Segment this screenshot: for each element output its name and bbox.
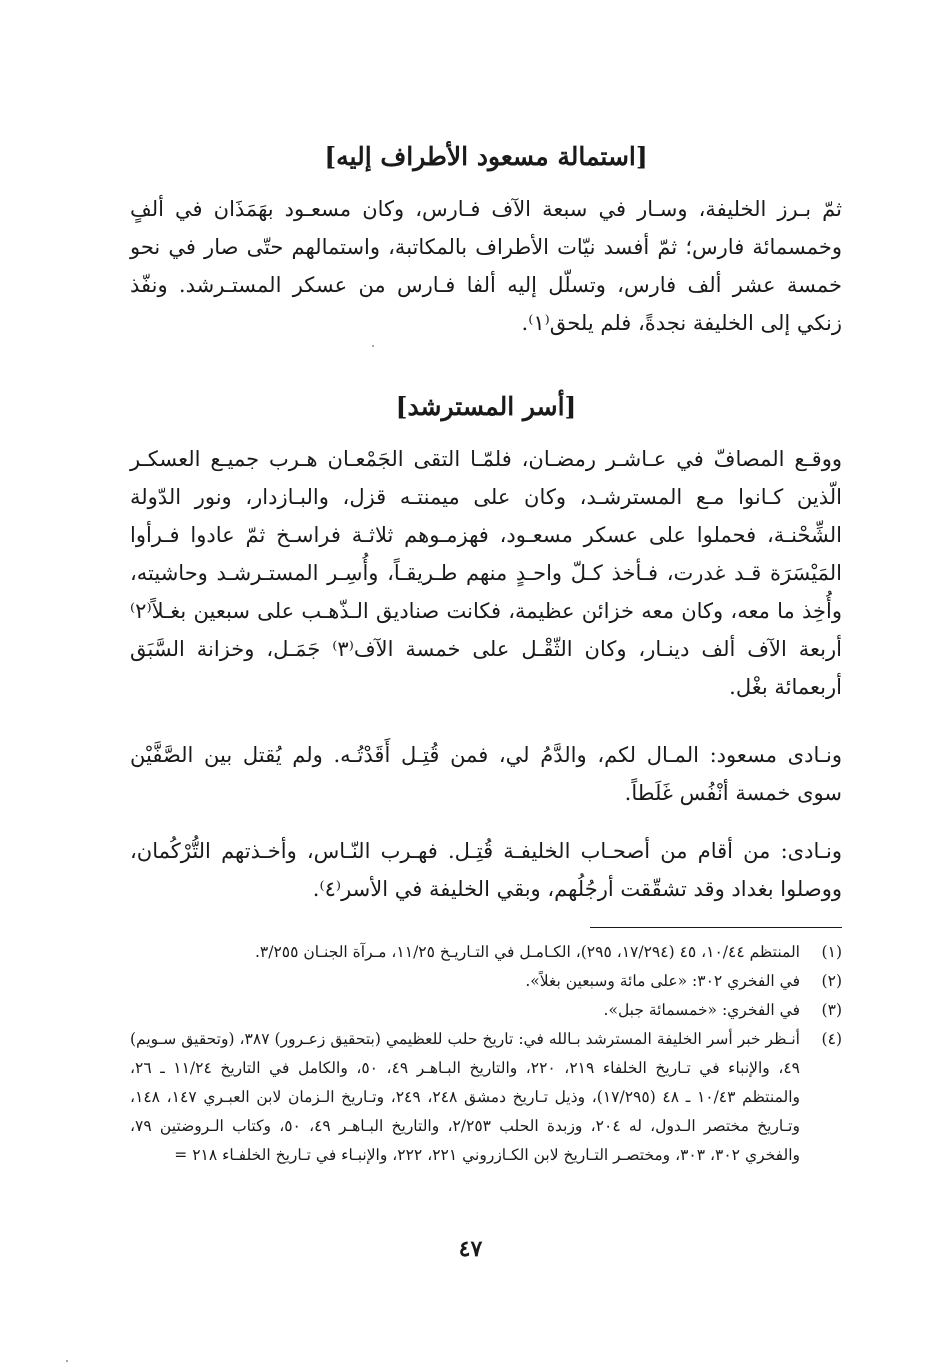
section-body-asr-p3	[130, 832, 842, 908]
page-number: ٤٧	[458, 1236, 483, 1262]
scan-speck	[372, 345, 374, 347]
section-body-istimala	[130, 190, 842, 342]
footnote-text: في الفخري: «خمسمائة جبل».	[603, 1001, 800, 1019]
section-heading-istimala: [استمالة مسعود الأطراف إليه]	[324, 142, 648, 171]
footnote-number: (٤)	[821, 1030, 842, 1048]
footnote-text: المنتظم ١٠/٤٤، ٤٥ (١٧/٢٩٤، ٢٩٥)، الكـامـل في التـاريـخ ١١/٢٥، مـرآة الجنـان ٣/٢٥٥.	[254, 943, 800, 961]
paragraph: ونـادى مسعود: المـال لكم، والدَّمُ لي، فمن قُتِـل أَقَدْتُـه. ولم يُقتل بين الصَّفَّيْن سوى خمسة أنْفُس غَلَطاً.	[130, 743, 842, 805]
footnote-text: في الفخري ٣٠٢: «على مائة وسبعين بغلاً».	[525, 972, 800, 990]
footnote	[130, 938, 842, 967]
footnote	[130, 1025, 842, 1170]
section-heading-asr: [أسر المسترشد]	[395, 392, 577, 421]
footnote-number: (٢)	[821, 972, 842, 990]
footnote	[130, 967, 842, 996]
paragraph: ووقـع المصافّ في عـاشـر رمضـان، فلمّـا التقى الجَمْعـان هـرب جميـع العسكـر الّذين كـانوا مـع المسترشـد، وكان على ميمنتـه قزل، والبـازدار، ونور الدّولة الشِّحْنـة، فحملوا على عسكر مسعـود، فهزمـوهم ثلاثـة فراسـخ ثمّ عادوا فـرأوا المَيْسَرَة قـد غدرت، فـأخذ كـلّ واحـدٍ منهم طـريقـاً، وأُسِـر المستـرشـد وحاشيته، وأُخِذ ما معه، وكان معه خزائن عظيمة، فكانت صناديق الـذّهـب على سبعين بغـلاً⁽٢⁾ أربعة الآف ألف دينـار، وكان الثّقْـل على خمسة الآف⁽٣⁾ جَمَـل، وخزانة السَّبَق أربعمائة بغْل.	[130, 447, 843, 699]
paragraph: ونـادى: من أقام من أصحـاب الخليفـة قُتِـل. فهـرب النّـاس، وأخـذتهم التُّرْكُمان، ووصلوا بغداد وقد تشقّقت أرجُلُهم، وبقي الخليفة في الأسر⁽٤⁾.	[130, 839, 842, 901]
section-body-asr-p1	[130, 440, 842, 706]
section-body-asr-p2	[130, 736, 842, 812]
footnote-text: أنـظر خبر أسر الخليفة المسترشد بـالله في: تاريخ حلب للعظيمي (بتحقيق زعـرور) ٣٨٧، (وتحقيق سـويم) ٤٩، والإنباء في تـاريخ الخلفاء ٢١٩، ٢٢٠، والتاريخ البـاهـر ٤٩، ٥٠، والكامل في التاريخ ١١/٢٤ ـ ٢٦، والمنتظم ١٠/٤٣ ـ ٤٨ (١٧/٢٩٥)، وذيل تـاريخ دمشق ٢٤٨، ٢٤٩، وتـاريخ الـزمان لابن العبـري ١٤٧، ١٤٨، وتـاريخ مختصر الـدول، له ٢٠٤، وزبدة الحلب ٢/٢٥٣، والتاريخ البـاهـر ٤٩، ٥٠، وكتاب الـروضتين ٧٩، والفخري ٣٠٢، ٣٠٣، ومختصـر التـاريخ لابن الكـازروني ٢٢١، ٢٢٢، والإنبـاء في تـاريخ الخلفـاء ٢١٨ =	[130, 1030, 800, 1164]
footnote	[130, 996, 842, 1025]
footnote-number: (٣)	[821, 1001, 842, 1019]
footnote-number: (١)	[821, 943, 842, 961]
footnotes	[130, 938, 842, 1170]
scan-speck	[66, 1360, 68, 1362]
footnote-separator	[590, 927, 842, 928]
paragraph: ثمّ بـرز الخليفة، وسـار في سبعة الآف فـارس، وكان مسعـود بهَمَذَان في ألفٍ وخمسمائة فارس؛ ثمّ أفسد نيّات الأطراف بالمكاتبة، واستمالهم حتّى صار في نحو خمسة عشر ألف فارس، وتسلّل إليه ألفا فـارس من عسكر المستـرشد. ونفّذ زنكي إلى الخليفة نجدةً، فلم يلحق⁽١⁾.	[130, 197, 842, 335]
